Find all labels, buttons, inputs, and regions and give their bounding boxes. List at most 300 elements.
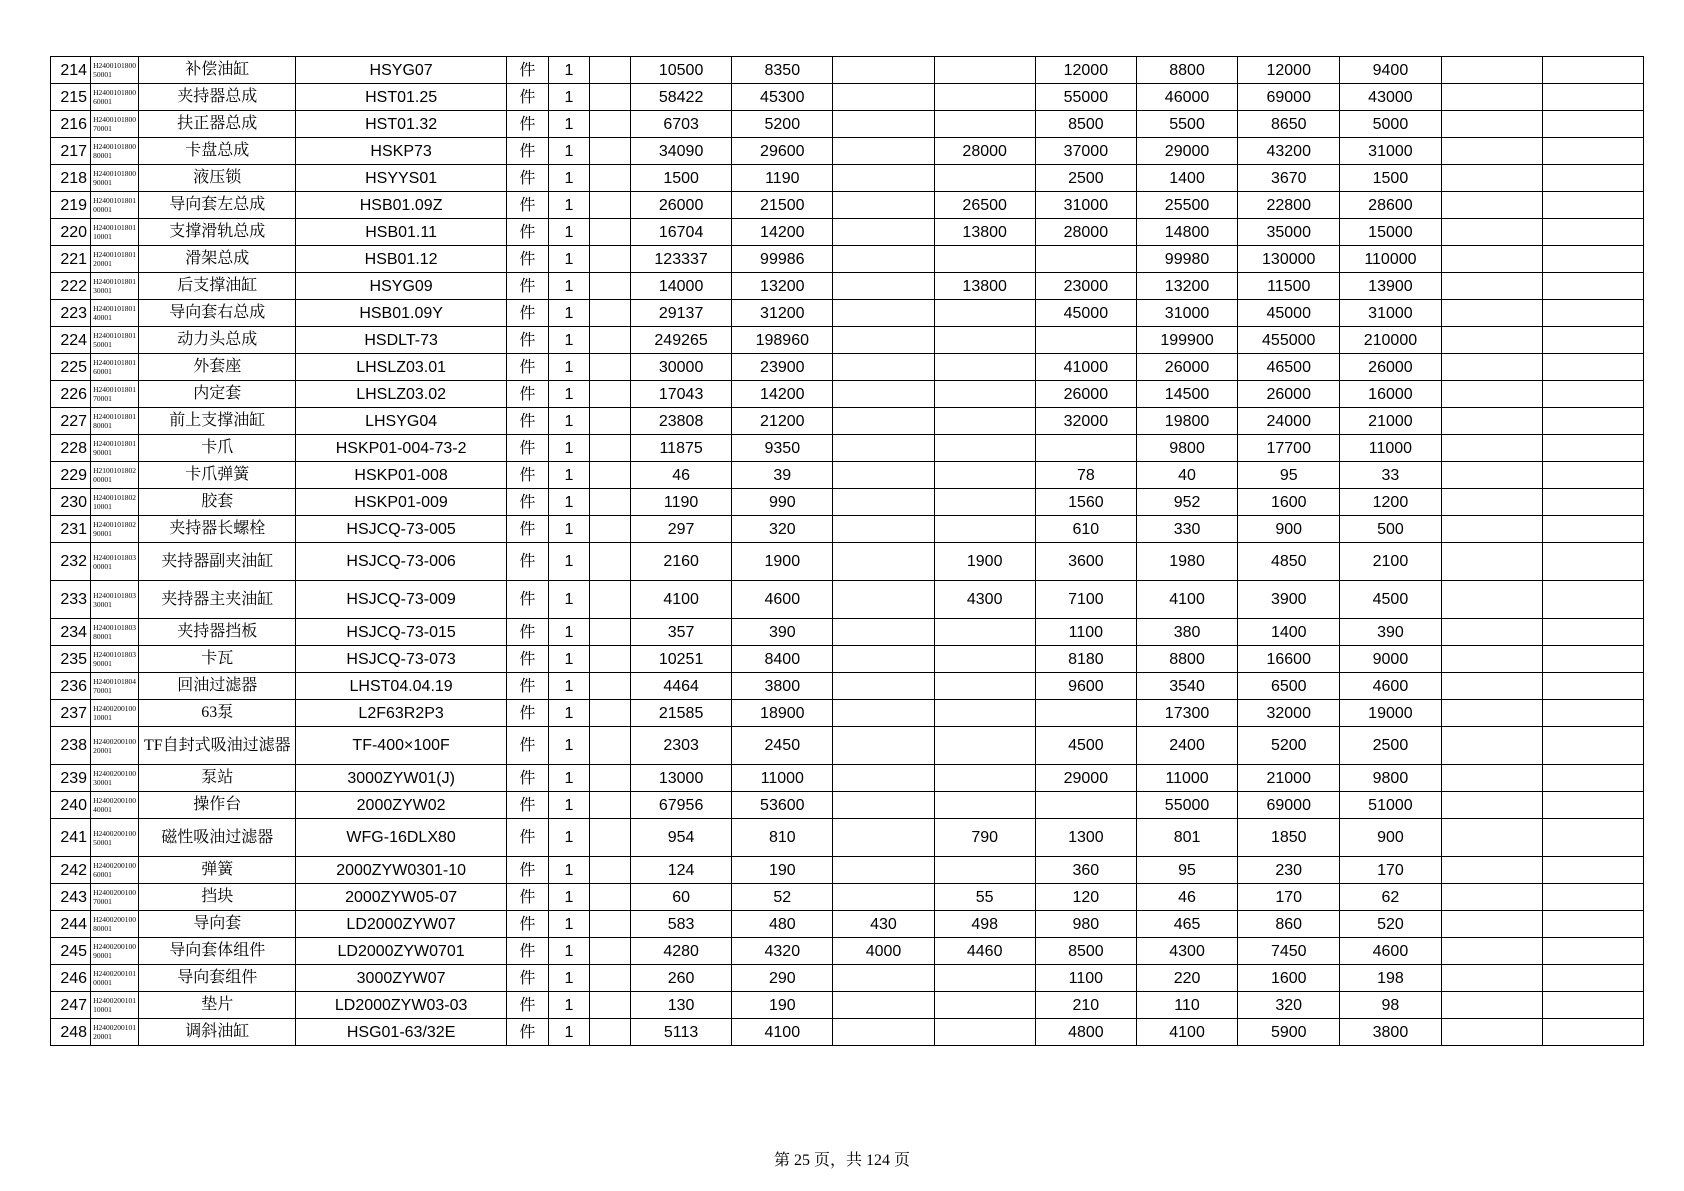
blank-cell (589, 300, 630, 327)
price-cell: 6703 (631, 111, 732, 138)
price-cell (833, 516, 934, 543)
price-cell: 69000 (1238, 84, 1340, 111)
blank-cell (1441, 965, 1542, 992)
part-name-cell: 扶正器总成 (139, 111, 296, 138)
blank-cell (1542, 543, 1643, 581)
blank-cell (589, 57, 630, 84)
price-cell: 14500 (1136, 381, 1237, 408)
blank-cell (1542, 727, 1643, 765)
price-cell: 21500 (732, 192, 833, 219)
blank-cell (1441, 543, 1542, 581)
blank-cell (589, 911, 630, 938)
blank-cell (589, 765, 630, 792)
price-cell: 13800 (934, 273, 1035, 300)
price-cell: 170 (1238, 884, 1340, 911)
model-cell: HST01.25 (296, 84, 506, 111)
price-cell (934, 673, 1035, 700)
blank-cell (1542, 938, 1643, 965)
price-cell: 4300 (1136, 938, 1237, 965)
material-code-cell: H240020010030001 (91, 765, 139, 792)
price-cell: 990 (732, 489, 833, 516)
material-code-cell: H240010180070001 (91, 111, 139, 138)
part-name-cell: 后支撑油缸 (139, 273, 296, 300)
price-cell: 1100 (1035, 619, 1136, 646)
price-cell (833, 792, 934, 819)
model-cell: HSKP01-009 (296, 489, 506, 516)
unit-cell: 件 (506, 619, 548, 646)
price-cell: 45000 (1035, 300, 1136, 327)
price-cell: 24000 (1238, 408, 1340, 435)
price-cell: 31000 (1035, 192, 1136, 219)
blank-cell (1441, 516, 1542, 543)
price-cell: 210 (1035, 992, 1136, 1019)
price-cell (934, 462, 1035, 489)
row-number-cell: 248 (51, 1019, 91, 1046)
price-cell: 29000 (1136, 138, 1237, 165)
price-cell: 31200 (732, 300, 833, 327)
model-cell: HSG01-63/32E (296, 1019, 506, 1046)
quantity-cell: 1 (548, 246, 589, 273)
material-code-cell: H240010180190001 (91, 435, 139, 462)
price-cell: 320 (732, 516, 833, 543)
model-cell: HSB01.11 (296, 219, 506, 246)
price-cell: 41000 (1035, 354, 1136, 381)
model-cell: HSB01.09Z (296, 192, 506, 219)
unit-cell: 件 (506, 819, 548, 857)
price-cell: 13000 (631, 765, 732, 792)
price-cell: 170 (1340, 857, 1441, 884)
price-cell: 123337 (631, 246, 732, 273)
model-cell: HST01.32 (296, 111, 506, 138)
unit-cell: 件 (506, 581, 548, 619)
price-cell (833, 543, 934, 581)
price-cell: 190 (732, 857, 833, 884)
part-name-cell: 动力头总成 (139, 327, 296, 354)
price-cell: 900 (1238, 516, 1340, 543)
price-cell: 40 (1136, 462, 1237, 489)
blank-cell (589, 408, 630, 435)
blank-cell (589, 727, 630, 765)
blank-cell (589, 646, 630, 673)
row-number-cell: 240 (51, 792, 91, 819)
price-cell: 28000 (1035, 219, 1136, 246)
unit-cell: 件 (506, 727, 548, 765)
price-cell: 500 (1340, 516, 1441, 543)
row-number-cell: 232 (51, 543, 91, 581)
row-number-cell: 228 (51, 435, 91, 462)
material-code-cell: H240010180080001 (91, 138, 139, 165)
blank-cell (589, 992, 630, 1019)
price-cell: 52 (732, 884, 833, 911)
quantity-cell: 1 (548, 57, 589, 84)
price-cell: 390 (1340, 619, 1441, 646)
unit-cell: 件 (506, 111, 548, 138)
unit-cell: 件 (506, 219, 548, 246)
blank-cell (1542, 819, 1643, 857)
price-cell: 29600 (732, 138, 833, 165)
blank-cell (1542, 300, 1643, 327)
material-code-cell: H240010180140001 (91, 300, 139, 327)
price-cell: 2303 (631, 727, 732, 765)
price-cell: 297 (631, 516, 732, 543)
unit-cell: 件 (506, 792, 548, 819)
price-cell: 62 (1340, 884, 1441, 911)
price-cell (833, 111, 934, 138)
blank-cell (1542, 165, 1643, 192)
row-number-cell: 239 (51, 765, 91, 792)
price-cell: 5000 (1340, 111, 1441, 138)
price-cell: 28000 (934, 138, 1035, 165)
price-cell (833, 884, 934, 911)
price-cell (833, 581, 934, 619)
material-code-cell: H240020010040001 (91, 792, 139, 819)
model-cell: L2F63R2P3 (296, 700, 506, 727)
part-name-cell: 导向套体组件 (139, 938, 296, 965)
model-cell: HSKP73 (296, 138, 506, 165)
model-cell: LD2000ZYW03-03 (296, 992, 506, 1019)
model-cell: HSJCQ-73-009 (296, 581, 506, 619)
price-cell: 4800 (1035, 1019, 1136, 1046)
price-cell: 9600 (1035, 673, 1136, 700)
price-cell: 26000 (1238, 381, 1340, 408)
table-row (51, 646, 1644, 673)
price-cell: 45300 (732, 84, 833, 111)
table-row (51, 354, 1644, 381)
model-cell: HSJCQ-73-073 (296, 646, 506, 673)
price-cell (833, 84, 934, 111)
price-cell: 21585 (631, 700, 732, 727)
price-cell (934, 489, 1035, 516)
price-cell (833, 619, 934, 646)
part-name-cell: 前上支撑油缸 (139, 408, 296, 435)
price-cell: 4464 (631, 673, 732, 700)
price-cell (1035, 700, 1136, 727)
unit-cell: 件 (506, 192, 548, 219)
price-cell (934, 111, 1035, 138)
price-cell (934, 327, 1035, 354)
model-cell: 2000ZYW02 (296, 792, 506, 819)
quantity-cell: 1 (548, 192, 589, 219)
part-name-cell: 液压锁 (139, 165, 296, 192)
model-cell: HSJCQ-73-006 (296, 543, 506, 581)
model-cell: 3000ZYW07 (296, 965, 506, 992)
price-cell: 1560 (1035, 489, 1136, 516)
material-code-cell: H240010180300001 (91, 543, 139, 581)
price-cell (833, 408, 934, 435)
material-code-cell: H240010180380001 (91, 619, 139, 646)
material-code-cell: H240010180390001 (91, 646, 139, 673)
price-cell: 99980 (1136, 246, 1237, 273)
price-cell: 31000 (1340, 138, 1441, 165)
table-row (51, 884, 1644, 911)
material-code-cell: H240020010060001 (91, 857, 139, 884)
unit-cell: 件 (506, 165, 548, 192)
price-cell: 16000 (1340, 381, 1441, 408)
blank-cell (1542, 111, 1643, 138)
part-name-cell: 导向套右总成 (139, 300, 296, 327)
price-cell: 46 (1136, 884, 1237, 911)
price-cell: 5200 (1238, 727, 1340, 765)
quantity-cell: 1 (548, 516, 589, 543)
price-cell: 67956 (631, 792, 732, 819)
price-cell: 78 (1035, 462, 1136, 489)
price-cell: 952 (1136, 489, 1237, 516)
price-cell: 2500 (1340, 727, 1441, 765)
price-cell (934, 765, 1035, 792)
blank-cell (589, 111, 630, 138)
table-row (51, 765, 1644, 792)
blank-cell (589, 619, 630, 646)
table-row (51, 819, 1644, 857)
part-name-cell: 导向套组件 (139, 965, 296, 992)
quantity-cell: 1 (548, 273, 589, 300)
price-cell (934, 246, 1035, 273)
price-cell (934, 1019, 1035, 1046)
price-cell (934, 57, 1035, 84)
price-cell: 14000 (631, 273, 732, 300)
price-cell: 498 (934, 911, 1035, 938)
part-name-cell: 内定套 (139, 381, 296, 408)
blank-cell (1542, 516, 1643, 543)
table-body (51, 57, 1644, 1046)
blank-cell (589, 489, 630, 516)
price-cell: 4320 (732, 938, 833, 965)
price-cell: 190 (732, 992, 833, 1019)
row-number-cell: 215 (51, 84, 91, 111)
table-row (51, 619, 1644, 646)
table-row (51, 84, 1644, 111)
price-cell: 4460 (934, 938, 1035, 965)
price-cell: 69000 (1238, 792, 1340, 819)
price-cell: 43000 (1340, 84, 1441, 111)
quantity-cell: 1 (548, 489, 589, 516)
price-cell: 10251 (631, 646, 732, 673)
unit-cell: 件 (506, 884, 548, 911)
price-cell (833, 192, 934, 219)
blank-cell (1542, 619, 1643, 646)
price-cell (833, 646, 934, 673)
price-cell: 230 (1238, 857, 1340, 884)
blank-cell (589, 516, 630, 543)
table-row (51, 911, 1644, 938)
blank-cell (589, 857, 630, 884)
price-cell: 11875 (631, 435, 732, 462)
row-number-cell: 236 (51, 673, 91, 700)
price-cell: 14200 (732, 219, 833, 246)
part-name-cell: 卡爪弹簧 (139, 462, 296, 489)
unit-cell: 件 (506, 965, 548, 992)
price-cell: 6500 (1238, 673, 1340, 700)
price-cell: 3670 (1238, 165, 1340, 192)
row-number-cell: 247 (51, 992, 91, 1019)
part-name-cell: 泵站 (139, 765, 296, 792)
price-cell: 19000 (1340, 700, 1441, 727)
price-cell: 19800 (1136, 408, 1237, 435)
unit-cell: 件 (506, 911, 548, 938)
price-cell: 95 (1238, 462, 1340, 489)
table-row (51, 727, 1644, 765)
blank-cell (589, 84, 630, 111)
model-cell: HSYG09 (296, 273, 506, 300)
price-cell: 9800 (1340, 765, 1441, 792)
price-cell: 198 (1340, 965, 1441, 992)
price-cell: 14200 (732, 381, 833, 408)
row-number-cell: 225 (51, 354, 91, 381)
table-row (51, 462, 1644, 489)
price-cell (934, 792, 1035, 819)
blank-cell (1441, 219, 1542, 246)
blank-cell (1542, 911, 1643, 938)
price-cell: 7450 (1238, 938, 1340, 965)
material-code-cell: H240010180290001 (91, 516, 139, 543)
price-cell: 55000 (1035, 84, 1136, 111)
blank-cell (1441, 462, 1542, 489)
quantity-cell: 1 (548, 138, 589, 165)
part-name-cell: 垫片 (139, 992, 296, 1019)
price-cell: 4600 (732, 581, 833, 619)
material-code-cell: H240010180210001 (91, 489, 139, 516)
part-name-cell: 外套座 (139, 354, 296, 381)
blank-cell (1542, 792, 1643, 819)
unit-cell: 件 (506, 435, 548, 462)
unit-cell: 件 (506, 354, 548, 381)
material-code-cell: H240010180110001 (91, 219, 139, 246)
price-cell (934, 516, 1035, 543)
price-cell: 32000 (1035, 408, 1136, 435)
price-cell: 1500 (631, 165, 732, 192)
price-cell: 98 (1340, 992, 1441, 1019)
price-cell: 2500 (1035, 165, 1136, 192)
price-cell: 110000 (1340, 246, 1441, 273)
price-cell: 4280 (631, 938, 732, 965)
row-number-cell: 246 (51, 965, 91, 992)
price-cell (833, 435, 934, 462)
unit-cell: 件 (506, 646, 548, 673)
part-name-cell: 挡块 (139, 884, 296, 911)
price-cell: 15000 (1340, 219, 1441, 246)
unit-cell: 件 (506, 84, 548, 111)
price-cell (833, 857, 934, 884)
price-cell: 17700 (1238, 435, 1340, 462)
blank-cell (1441, 819, 1542, 857)
price-cell: 4850 (1238, 543, 1340, 581)
table-row (51, 435, 1644, 462)
price-cell: 29137 (631, 300, 732, 327)
quantity-cell: 1 (548, 1019, 589, 1046)
price-cell: 5500 (1136, 111, 1237, 138)
price-cell: 29000 (1035, 765, 1136, 792)
blank-cell (1542, 84, 1643, 111)
price-cell: 360 (1035, 857, 1136, 884)
part-name-cell: 夹持器长螺栓 (139, 516, 296, 543)
material-code-cell: H240010180170001 (91, 381, 139, 408)
unit-cell: 件 (506, 300, 548, 327)
blank-cell (1441, 1019, 1542, 1046)
price-cell: 3600 (1035, 543, 1136, 581)
material-code-cell: H240010180100001 (91, 192, 139, 219)
blank-cell (589, 462, 630, 489)
price-cell (833, 246, 934, 273)
material-code-cell: H240020010050001 (91, 819, 139, 857)
price-cell: 520 (1340, 911, 1441, 938)
price-cell: 28600 (1340, 192, 1441, 219)
blank-cell (1441, 673, 1542, 700)
price-cell: 11000 (1136, 765, 1237, 792)
price-cell: 455000 (1238, 327, 1340, 354)
table-row (51, 700, 1644, 727)
unit-cell: 件 (506, 327, 548, 354)
price-cell: 198960 (732, 327, 833, 354)
unit-cell: 件 (506, 408, 548, 435)
quantity-cell: 1 (548, 884, 589, 911)
quantity-cell: 1 (548, 300, 589, 327)
price-cell: 1190 (732, 165, 833, 192)
material-code-cell: H240010180130001 (91, 273, 139, 300)
blank-cell (589, 965, 630, 992)
blank-cell (1542, 581, 1643, 619)
blank-cell (1441, 792, 1542, 819)
quantity-cell: 1 (548, 219, 589, 246)
unit-cell: 件 (506, 673, 548, 700)
table-row (51, 246, 1644, 273)
price-cell: 25500 (1136, 192, 1237, 219)
unit-cell: 件 (506, 462, 548, 489)
price-cell: 1400 (1238, 619, 1340, 646)
blank-cell (589, 192, 630, 219)
price-cell: 26000 (1035, 381, 1136, 408)
price-cell: 130000 (1238, 246, 1340, 273)
price-cell: 22800 (1238, 192, 1340, 219)
quantity-cell: 1 (548, 727, 589, 765)
price-cell (1035, 327, 1136, 354)
blank-cell (589, 246, 630, 273)
row-number-cell: 237 (51, 700, 91, 727)
row-number-cell: 222 (51, 273, 91, 300)
blank-cell (589, 354, 630, 381)
price-cell: 110 (1136, 992, 1237, 1019)
blank-cell (1542, 57, 1643, 84)
table-row (51, 192, 1644, 219)
price-cell: 14800 (1136, 219, 1237, 246)
price-cell (833, 765, 934, 792)
row-number-cell: 231 (51, 516, 91, 543)
part-name-cell: 导向套左总成 (139, 192, 296, 219)
table-row (51, 219, 1644, 246)
price-cell: 17043 (631, 381, 732, 408)
material-code-cell: H240010180060001 (91, 84, 139, 111)
blank-cell (1441, 700, 1542, 727)
price-cell: 34090 (631, 138, 732, 165)
price-cell: 33 (1340, 462, 1441, 489)
blank-cell (1441, 765, 1542, 792)
price-cell: 9800 (1136, 435, 1237, 462)
price-cell: 18900 (732, 700, 833, 727)
model-cell: LD2000ZYW0701 (296, 938, 506, 965)
price-cell: 1100 (1035, 965, 1136, 992)
model-cell: 3000ZYW01(J) (296, 765, 506, 792)
price-cell: 3800 (1340, 1019, 1441, 1046)
table-row (51, 273, 1644, 300)
price-cell (934, 354, 1035, 381)
unit-cell: 件 (506, 857, 548, 884)
blank-cell (1542, 857, 1643, 884)
price-cell (833, 462, 934, 489)
price-cell (1035, 792, 1136, 819)
price-cell: 465 (1136, 911, 1237, 938)
price-cell: 249265 (631, 327, 732, 354)
table-row (51, 165, 1644, 192)
price-cell (934, 992, 1035, 1019)
